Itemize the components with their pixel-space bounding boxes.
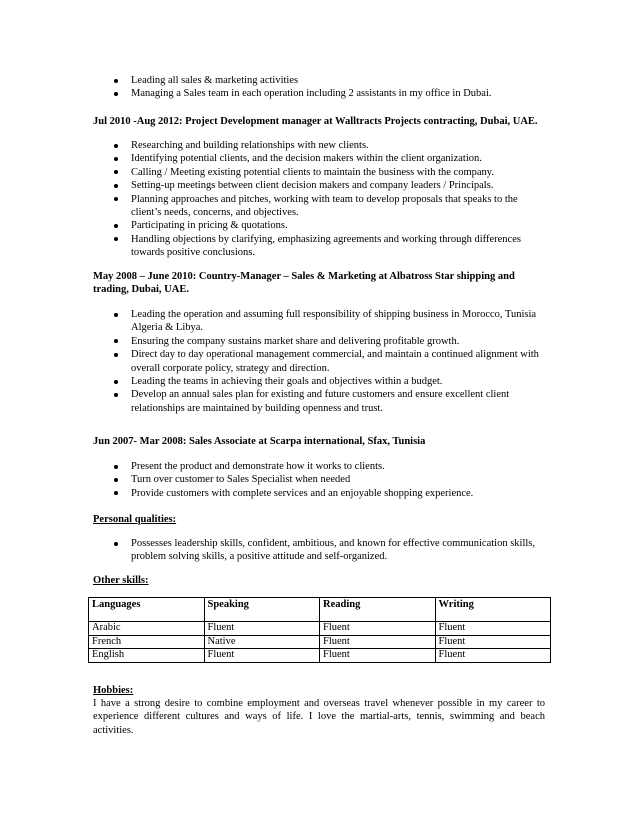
table-cell: Native: [204, 635, 320, 649]
table-cell: Fluent: [204, 622, 320, 636]
list-item: Participating in pricing & quotations.: [93, 219, 545, 232]
list-item: Develop an annual sales plan for existing and future customers and ensure excellent client relationships are maintained by building openness and trust.: [93, 388, 545, 415]
table-cell: Fluent: [320, 649, 436, 663]
language-skills-table: [88, 597, 551, 663]
list-item: Setting-up meetings between client decision makers and company leaders / Principals.: [93, 179, 545, 192]
table-row: [89, 622, 551, 636]
table-cell: Fluent: [320, 622, 436, 636]
list-item: Calling / Meeting existing potential clients to maintain the business with the company.: [93, 166, 545, 179]
table-cell: French: [89, 635, 205, 649]
job-scarpa-list: [93, 460, 545, 500]
personal-qualities-title: Personal qualities:: [93, 514, 177, 525]
list-item: Ensuring the company sustains market share and delivering profitable growth.: [93, 335, 545, 348]
list-item: Leading the operation and assuming full responsibility of shipping business in Morocco, Tunisia Algeria & Libya.: [93, 308, 545, 335]
list-item: Turn over customer to Sales Specialist when needed: [93, 473, 545, 486]
column-header-reading: Reading: [320, 598, 436, 622]
table-cell: Fluent: [435, 649, 551, 663]
list-item: Researching and building relationships with new clients.: [93, 139, 545, 152]
job-albatross-list: [93, 308, 545, 415]
list-item: Direct day to day operational management commercial, and maintain a continued alignment with overall corporate policy, strategy and direction.: [93, 348, 545, 375]
personal-qualities-list: [93, 537, 545, 564]
responsibilities-list: [93, 74, 545, 101]
job-heading-albatross: May 2008 – June 2010: Country-Manager – Sales & Marketing at Albatross Star shipping and trading, Dubai, UAE.: [93, 271, 515, 296]
table-cell: Fluent: [204, 649, 320, 663]
job-heading-scarpa: Jun 2007- Mar 2008: Sales Associate at Scarpa international, Sfax, Tunisia: [93, 436, 426, 447]
table-header-row: [89, 598, 551, 622]
column-header-writing: Writing: [435, 598, 551, 622]
table-cell: English: [89, 649, 205, 663]
list-item: Provide customers with complete services and an enjoyable shopping experience.: [93, 487, 545, 500]
job-walltracts-list: [93, 139, 545, 260]
list-item: Planning approaches and pitches, working with team to develop proposals that speaks to the client’s needs, concerns, and objectives.: [93, 193, 545, 220]
column-header-speaking: Speaking: [204, 598, 320, 622]
table-cell: Fluent: [435, 635, 551, 649]
list-item: Leading all sales & marketing activities: [93, 74, 545, 87]
hobbies-title: Hobbies:: [93, 685, 134, 696]
list-item: Present the product and demonstrate how it works to clients.: [93, 460, 545, 473]
list-item: Identifying potential clients, and the decision makers within the client organization.: [93, 152, 545, 165]
hobbies-text: I have a strong desire to combine employment and overseas travel whenever possible in my career to experience different cultures and ways of life. I love the martial-arts, tennis, swimming and beach activities.: [93, 698, 545, 736]
table-row: [89, 635, 551, 649]
job-heading-walltracts: Jul 2010 -Aug 2012: Project Development manager at Walltracts Projects contracting, Dubai, UAE.: [93, 116, 538, 127]
list-item: Handling objections by clarifying, emphasizing agreements and working through differences towards positive conclusions.: [93, 233, 545, 260]
list-item: Leading the teams in achieving their goals and objectives within a budget.: [93, 375, 545, 388]
list-item: Managing a Sales team in each operation including 2 assistants in my office in Dubai.: [93, 87, 545, 100]
table-cell: Fluent: [435, 622, 551, 636]
list-item: Possesses leadership skills, confident, ambitious, and known for effective communication skills, problem solving skills, a positive attitude and self-organized.: [93, 537, 545, 564]
other-skills-title: Other skills:: [93, 575, 149, 586]
table-row: [89, 649, 551, 663]
column-header-languages: Languages: [89, 598, 205, 622]
table-cell: Fluent: [320, 635, 436, 649]
table-cell: Arabic: [89, 622, 205, 636]
